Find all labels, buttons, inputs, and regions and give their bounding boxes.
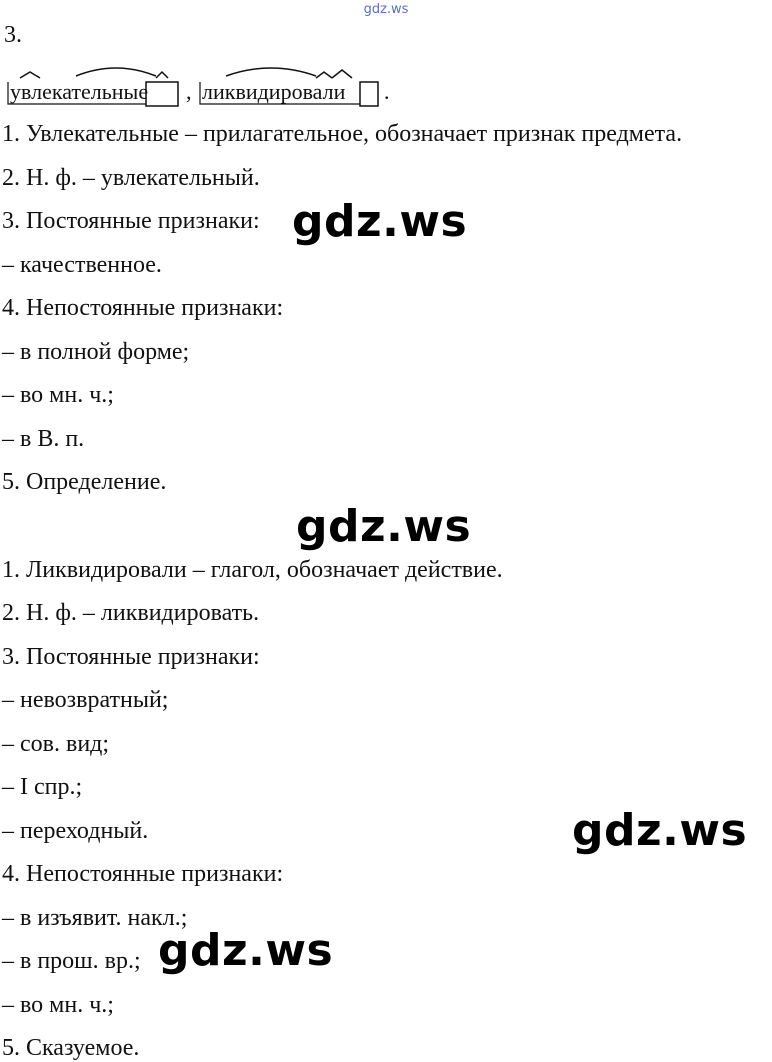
verb-line-11: – во мн. ч.;: [2, 992, 114, 1018]
verb-line-12: 5. Сказуемое.: [2, 1035, 140, 1061]
verb-line-2: 2. Н. ф. – ликвидировать.: [2, 600, 260, 626]
parse-comma: ,: [186, 79, 192, 104]
root-arc-2: [226, 68, 316, 76]
verb-line-1: 1. Ликвидировали – глагол, обозначает действие.: [2, 557, 503, 583]
watermark-3: gdz.ws: [572, 805, 748, 856]
parsed-word-2: ликвидировали: [202, 79, 346, 104]
verb-line-10: – в прош. вр.;: [2, 948, 141, 974]
adj-line-8: – в В. п.: [2, 426, 85, 452]
verb-line-6: – I спр.;: [2, 774, 83, 800]
suffix-mark-3: [316, 72, 332, 78]
watermark-2: gdz.ws: [296, 501, 472, 552]
adj-line-4: – качественное.: [2, 252, 162, 278]
ending-box-1: [146, 82, 178, 106]
verb-line-3: 3. Постоянные признаки:: [2, 644, 260, 670]
adj-line-3: 3. Постоянные признаки:: [2, 208, 260, 234]
adj-line-2: 2. Н. ф. – увлекательный.: [2, 165, 260, 191]
adj-line-1: 1. Увлекательные – прилагательное, обозначает признак предмета.: [2, 121, 683, 147]
task-number: 3.: [4, 22, 22, 48]
verb-line-4: – невозвратный;: [2, 687, 169, 713]
ending-box-2: [360, 82, 378, 106]
verb-line-9: – в изъявит. накл.;: [2, 905, 188, 931]
watermark-4: gdz.ws: [158, 925, 334, 976]
adj-line-9: 5. Определение.: [2, 469, 167, 495]
watermark-1: gdz.ws: [292, 196, 468, 247]
suffix-mark-1: [20, 72, 40, 78]
adj-line-7: – во мн. ч.;: [2, 382, 114, 408]
verb-line-8: 4. Непостоянные признаки:: [2, 861, 284, 887]
parsed-word-1: увлекательные: [10, 79, 149, 104]
root-arc-1: [76, 68, 156, 76]
site-watermark-top: gdz.ws: [363, 2, 409, 17]
adj-line-5: 4. Непостоянные признаки:: [2, 295, 284, 321]
verb-line-5: – сов. вид;: [2, 731, 110, 757]
suffix-mark-2: [156, 72, 168, 78]
suffix-mark-4: [332, 70, 352, 78]
parse-period: .: [384, 79, 390, 104]
verb-line-7: – переходный.: [2, 818, 149, 844]
morpheme-parse-row: [6, 62, 426, 106]
adj-line-6: – в полной форме;: [2, 339, 190, 365]
